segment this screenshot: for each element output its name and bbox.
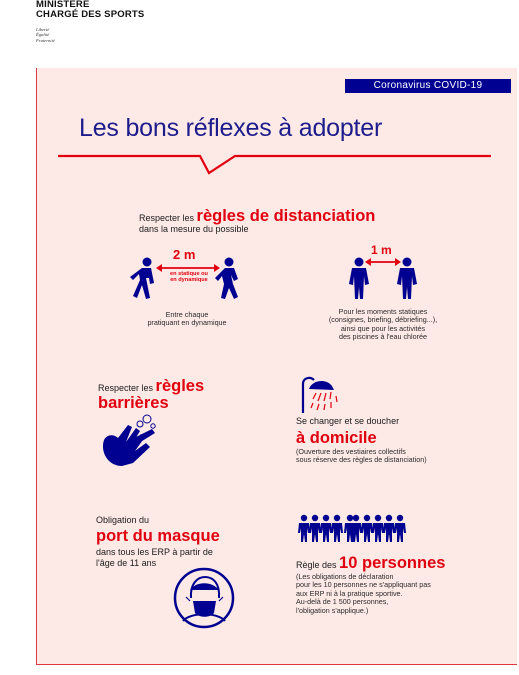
people-note bbox=[296, 573, 431, 615]
right-caption-line-1: Pour les moments statiques bbox=[338, 307, 428, 316]
motto-liberte: Liberté bbox=[36, 27, 50, 32]
left-note-line-1: en statique ou bbox=[170, 271, 208, 277]
shower-note-line-1: (Ouverture des vestiaires collectifs bbox=[296, 447, 406, 456]
people-note-line-4: Au-delà de 1 500 personnes, bbox=[296, 597, 389, 607]
left-distance-label: 2 m bbox=[173, 247, 196, 262]
ministry-line-2: CHARGÉ DES SPORTS bbox=[36, 9, 145, 20]
distancing-sub: dans la mesure du possible bbox=[139, 224, 249, 234]
distancing-highlight: règles de distanciation bbox=[196, 207, 376, 225]
people-note-line-2: pour les 10 personnes ne s'appliquant pas bbox=[296, 580, 431, 590]
person-figure bbox=[394, 515, 406, 542]
shower-intro: Se changer et se doucher bbox=[296, 416, 400, 426]
people-note-line-3: aux ERP ni à la pratique sportive. bbox=[296, 588, 403, 598]
right-caption-line-3: ainsi que pour les activités bbox=[340, 323, 426, 333]
person-figure bbox=[320, 515, 332, 542]
left-note-line-2: en dynamique bbox=[170, 277, 208, 284]
person-figure bbox=[372, 515, 384, 542]
right-distance-label: 1 m bbox=[371, 243, 392, 257]
ministry-line-1: MINISTÈRE bbox=[36, 0, 90, 10]
left-caption-line-2: pratiquant en dynamique bbox=[147, 318, 227, 328]
people-note-line-5: l'obligation s'applique.) bbox=[296, 605, 369, 615]
right-caption-line-2: (consignes, briefing, débriefing...), bbox=[328, 315, 438, 325]
people-intro: Règle des bbox=[296, 560, 337, 570]
barriers-highlight-2: barrières bbox=[98, 394, 169, 412]
mask-highlight: port du masque bbox=[96, 527, 220, 545]
barriers-highlight-1: règles bbox=[155, 377, 205, 395]
people-highlight: 10 personnes bbox=[339, 554, 446, 572]
shower-note-line-2: sous réserve des règles de distanciation) bbox=[296, 455, 427, 465]
person-figure bbox=[383, 515, 395, 542]
motto-fraternite: Fraternité bbox=[36, 37, 55, 43]
left-caption-line-1: Entre chaque bbox=[165, 310, 209, 319]
motto-egalite: Égalité bbox=[36, 32, 50, 38]
right-caption-line-4: des piscines à l'eau chlorée bbox=[338, 332, 428, 342]
people-note-line-1: (Les obligations de déclaration bbox=[296, 572, 394, 581]
distancing-intro: Respecter les bbox=[139, 213, 195, 223]
person-figure bbox=[361, 515, 373, 542]
mask-sub-line-2: l'âge de 11 ans bbox=[96, 557, 157, 568]
mask-intro: Obligation du bbox=[96, 515, 150, 525]
person-figure bbox=[298, 515, 310, 542]
shower-highlight: à domicile bbox=[296, 429, 377, 447]
person-figure bbox=[331, 515, 343, 542]
covid-tag: Coronavirus COVID-19 bbox=[345, 79, 511, 93]
barriers-intro: Respecter les bbox=[98, 383, 154, 393]
poster-title: Les bons réflexes à adopter bbox=[79, 114, 383, 142]
people-heading bbox=[296, 555, 445, 572]
mask-sub-line-1: dans tous les ERP à partir de bbox=[96, 547, 213, 557]
person-figure bbox=[309, 515, 321, 542]
